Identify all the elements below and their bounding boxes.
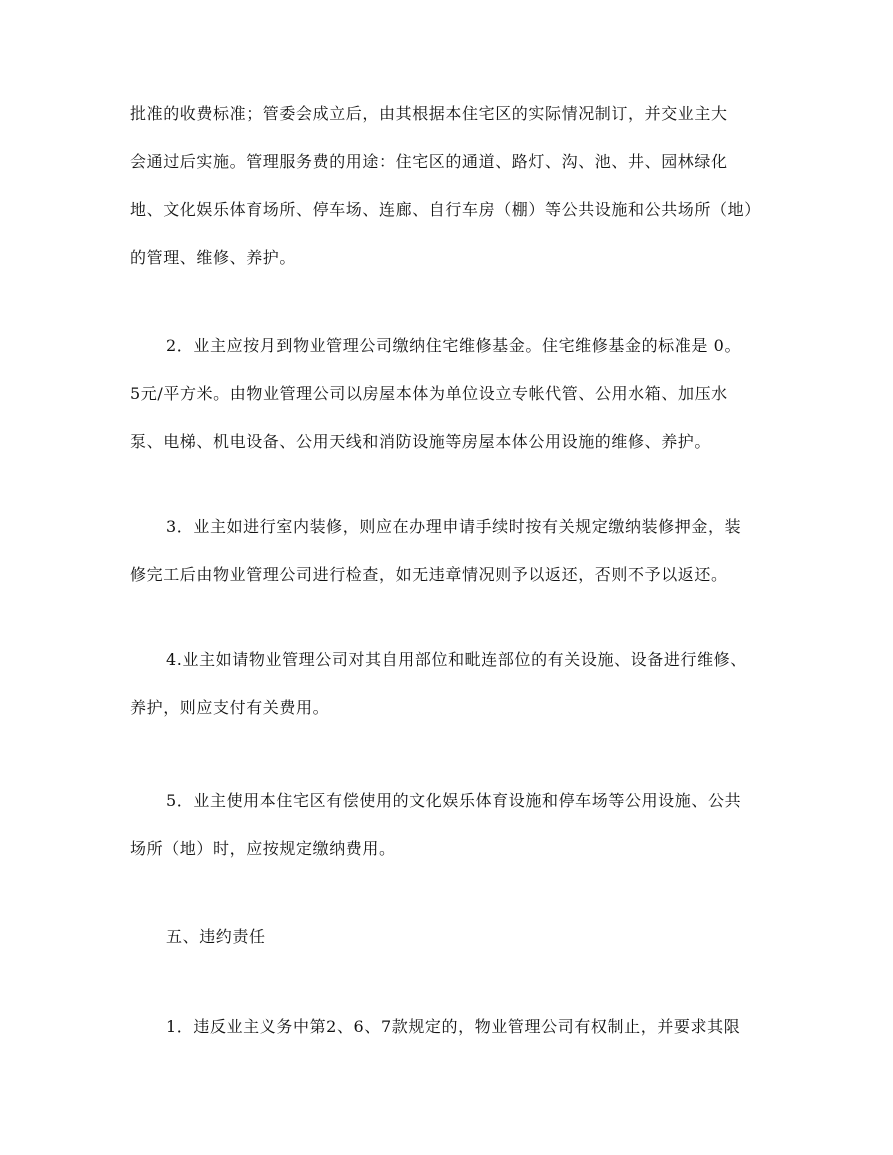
- text-line: 5．业主使用本住宅区有偿使用的文化娱乐体育设施和停车场等公用设施、公共: [166, 791, 742, 810]
- liability-paragraph: [130, 1003, 770, 1051]
- renovation-deposit-paragraph: [130, 503, 770, 599]
- text-line: 1．违反业主义务中第2、6、7款规定的，物业管理公司有权制止，并要求其限: [166, 1017, 741, 1036]
- section-heading: [130, 913, 770, 961]
- text-line: 会通过后实施。管理服务费的用途：住宅区的通道、路灯、沟、池、井、园林绿化: [130, 152, 728, 171]
- text-line: 5元/平方米。由物业管理公司以房屋本体为单位设立专帐代管、公用水箱、加压水: [130, 384, 728, 403]
- text-line: 泵、电梯、机电设备、公用天线和消防设施等房屋本体公用设施的维修、养护。: [130, 432, 712, 451]
- maintenance-fund-paragraph: [130, 322, 770, 466]
- repair-fee-paragraph: [130, 636, 770, 732]
- text-line: 养护，则应支付有关费用。: [130, 698, 330, 717]
- text-line: 2．业主应按月到物业管理公司缴纳住宅维修基金。住宅维修基金的标准是 0。: [166, 336, 742, 355]
- facility-usage-fee-paragraph: [130, 777, 770, 873]
- text-line: 的管理、维修、养护。: [130, 248, 297, 267]
- text-line: 3．业主如进行室内装修，则应在办理申请手续时按有关规定缴纳装修押金，装: [166, 517, 742, 536]
- text-line: 批准的收费标准；管委会成立后，由其根据本住宅区的实际情况制订，并交业主大: [130, 104, 728, 123]
- text-line: 地、文化娱乐体育场所、停车场、连廊、自行车房（棚）等公共设施和公共场所（地）: [130, 200, 761, 219]
- fee-usage-paragraph: [130, 90, 770, 282]
- text-line: 4.业主如请物业管理公司对其自用部位和毗连部位的有关设施、设备进行维修、: [166, 650, 747, 669]
- section-title: 五、违约责任: [166, 927, 266, 946]
- text-line: 场所（地）时，应按规定缴纳费用。: [130, 839, 396, 858]
- text-line: 修完工后由物业管理公司进行检查，如无违章情况则予以返还，否则不予以返还。: [130, 565, 728, 584]
